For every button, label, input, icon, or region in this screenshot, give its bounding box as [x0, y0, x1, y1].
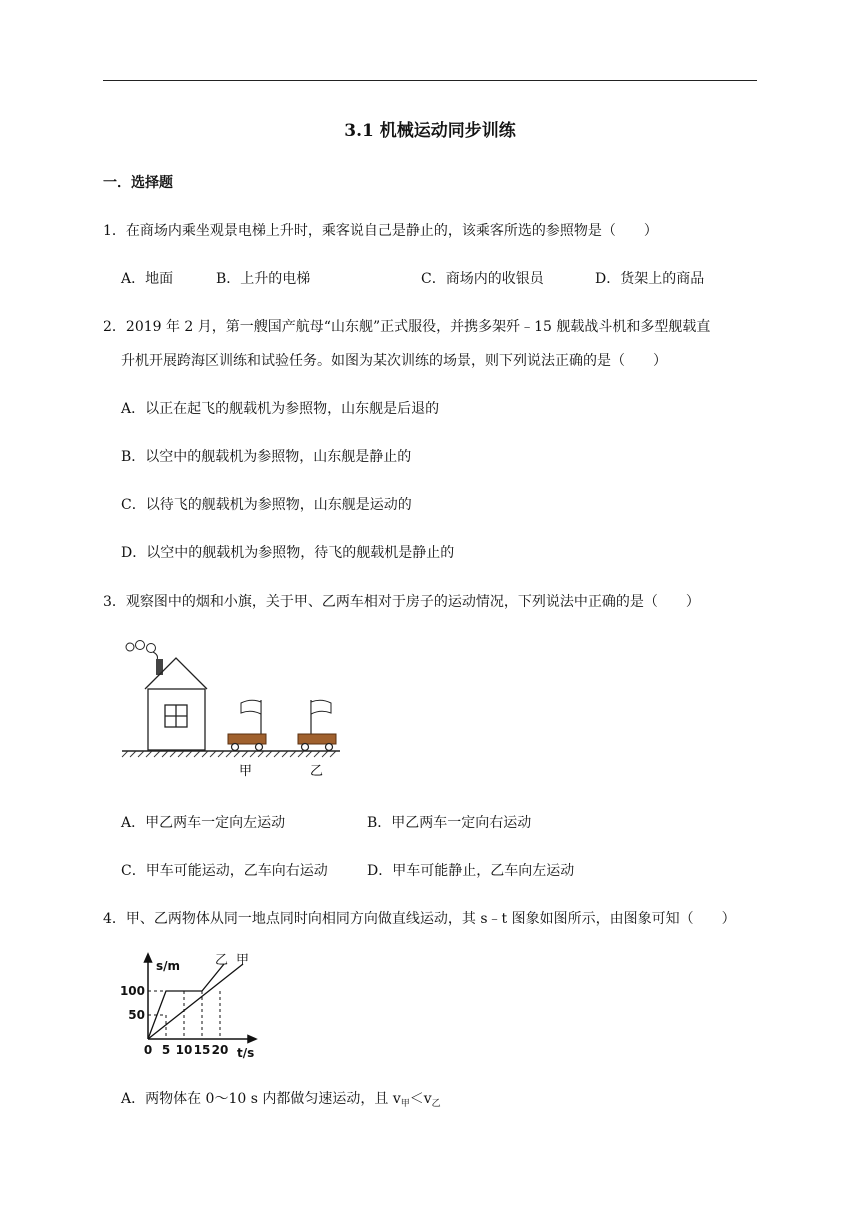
x-tick-0: 0 — [143, 1043, 153, 1057]
question-1-option-b: B．上升的电梯 — [216, 271, 311, 287]
option-a-comparison: ＜v — [409, 1091, 432, 1107]
y-tick-50: 50 — [128, 1008, 145, 1022]
y-axis-arrow-icon — [145, 954, 152, 962]
x-tick-20: 20 — [211, 1043, 229, 1057]
ground-hatching — [122, 751, 336, 757]
question-3-option-c: C．甲车可能运动，乙车向右运动 — [121, 863, 328, 879]
question-3-stem: 3．观察图中的烟和小旗，关于甲、乙两车相对于房子的运动情况，下列说法中正确的是（ ） — [103, 594, 700, 610]
page-title: 3.1 机械运动同步训练 — [344, 121, 516, 141]
y-tick-100: 100 — [119, 984, 145, 998]
question-1-option-c: C．商场内的收银员 — [421, 271, 544, 287]
question-3-option-d: D．甲车可能静止，乙车向左运动 — [367, 863, 575, 879]
question-3-option-a: A．甲乙两车一定向左运动 — [121, 815, 286, 831]
question-2-option-c: C．以待飞的舰载机为参照物，山东舰是运动的 — [121, 497, 412, 513]
label-jia: 甲 — [239, 764, 253, 779]
question-2-option-d: D．以空中的舰载机为参照物，待飞的舰载机是静止的 — [121, 545, 455, 561]
series-label-yi: 乙 — [215, 953, 229, 968]
question-3-option-b: B．甲乙两车一定向右运动 — [367, 815, 532, 831]
question-4-option-a — [121, 1088, 441, 1109]
smoke-icon — [126, 641, 158, 661]
question-2-option-b: B．以空中的舰载机为参照物，山东舰是静止的 — [121, 449, 412, 465]
question-1-option-a: A．地面 — [121, 271, 174, 287]
series-label-jia: 甲 — [236, 953, 250, 968]
y-axis-label: s/m — [156, 959, 181, 973]
x-axis-label: t/s — [237, 1046, 255, 1060]
question-2-stem-line-1: 2．2019 年 2 月，第一艘国产航母“山东舰”正式服役，并携多架歼﹣15 舰载战斗机和多型舰载直 — [103, 319, 711, 335]
series-yi-line — [148, 964, 224, 1039]
option-a-text: A．两物体在 0～10 s 内都做匀速运动，且 v — [121, 1091, 401, 1107]
question-1-option-d: D．货架上的商品 — [595, 271, 705, 287]
x-tick-15: 15 — [193, 1043, 211, 1057]
s-t-graph — [118, 948, 278, 1060]
subscript-jia: 甲 — [400, 1099, 410, 1109]
x-tick-10: 10 — [175, 1043, 193, 1057]
cart-yi-icon — [298, 700, 336, 751]
question-1-stem: 1．在商场内乘坐观景电梯上升时，乘客说自己是静止的，该乘客所选的参照物是（ ） — [103, 223, 658, 239]
x-axis-arrow-icon — [248, 1036, 256, 1043]
x-tick-5: 5 — [161, 1043, 171, 1057]
house-icon — [145, 658, 207, 750]
label-yi: 乙 — [310, 764, 324, 779]
house-and-carts-figure — [120, 636, 345, 782]
section-heading: 一．选择题 — [103, 175, 173, 191]
subscript-yi: 乙 — [431, 1099, 441, 1109]
header-rule — [103, 80, 757, 81]
question-4-stem: 4．甲、乙两物体从同一地点同时向相同方向做直线运动，其 s﹣t 图象如图所示，由图象可知（ ） — [103, 911, 736, 927]
question-2-option-a: A．以正在起飞的舰载机为参照物，山东舰是后退的 — [121, 401, 440, 417]
cart-jia-icon — [228, 700, 266, 751]
question-2-stem-line-2: 升机开展跨海区训练和试验任务。如图为某次训练的场景，则下列说法正确的是（ ） — [121, 353, 667, 369]
